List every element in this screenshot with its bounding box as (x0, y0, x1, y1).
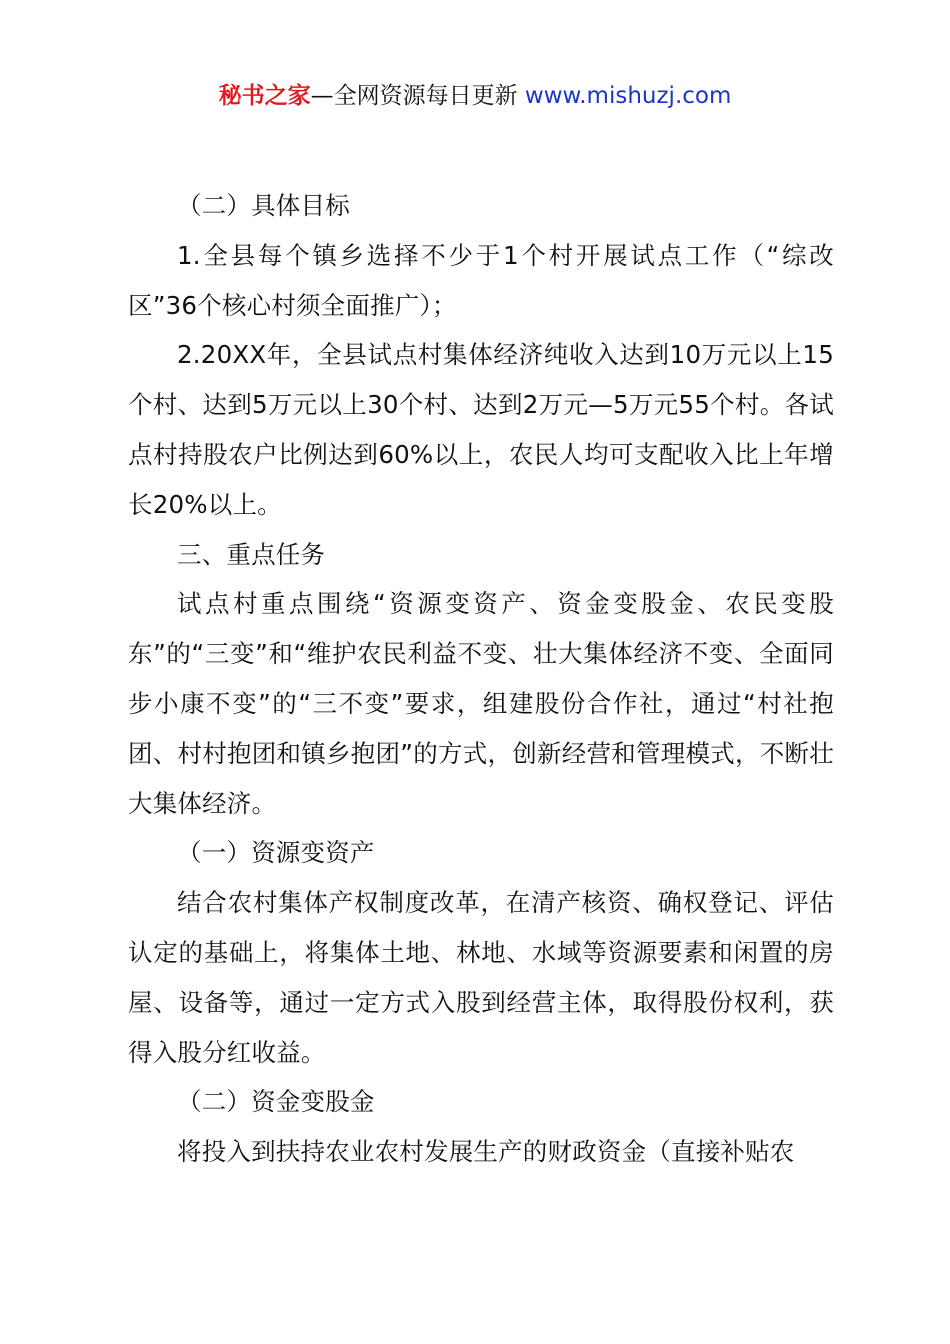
key-tasks-paragraph: 试点村重点围绕“资源变资产、资金变股金、农民变股东”的“三变”和“维护农民利益不变、壮大集体经济不变、全面同步小康不变”的“三不变”要求，组建股份合作社，通过“村社抱团、村村抱团和镇乡抱团”的方式，创新经营和管理模式，不断壮大集体经济。 (128, 589, 834, 818)
site-header (0, 80, 950, 112)
resources-to-assets-paragraph: 结合农村集体产权制度改革，在清产核资、确权登记、评估认定的基础上，将集体土地、林地、水域等资源要素和闲置的房屋、设备等，通过一定方式入股到经营主体，取得股份权利，获得入股分红收益。 (128, 888, 834, 1067)
funds-to-shares-paragraph: 将投入到扶持农业农村发展生产的财政资金（直接补贴农 (177, 1137, 795, 1167)
goal-item-1: 1.全县每个镇乡选择不少于1个村开展试点工作（“综改区”36个核心村须全面推广）； (128, 240, 834, 320)
document-body (128, 181, 834, 1177)
header-slogan: —全网资源每日更新 (310, 83, 518, 109)
subheading-specific-goals: （二）具体目标 (177, 191, 350, 220)
section-heading-key-tasks: 三、重点任务 (177, 539, 326, 569)
subheading-resources-to-assets: （一）资源变资产 (177, 838, 375, 868)
site-url-link[interactable]: www.mishuzj.com (524, 83, 732, 109)
subheading-funds-to-shares: （二）资金变股金 (177, 1087, 375, 1117)
brand-name: 秘书之家 (218, 83, 311, 109)
goal-item-2: 2.20XX年，全县试点村集体经济纯收入达到10万元以上15个村、达到5万元以上30个村、达到2万元—5万元55个村。各试点村持股农户比例达到60%以上，农民人均可支配收入比上年增长20%以上。 (128, 340, 834, 519)
